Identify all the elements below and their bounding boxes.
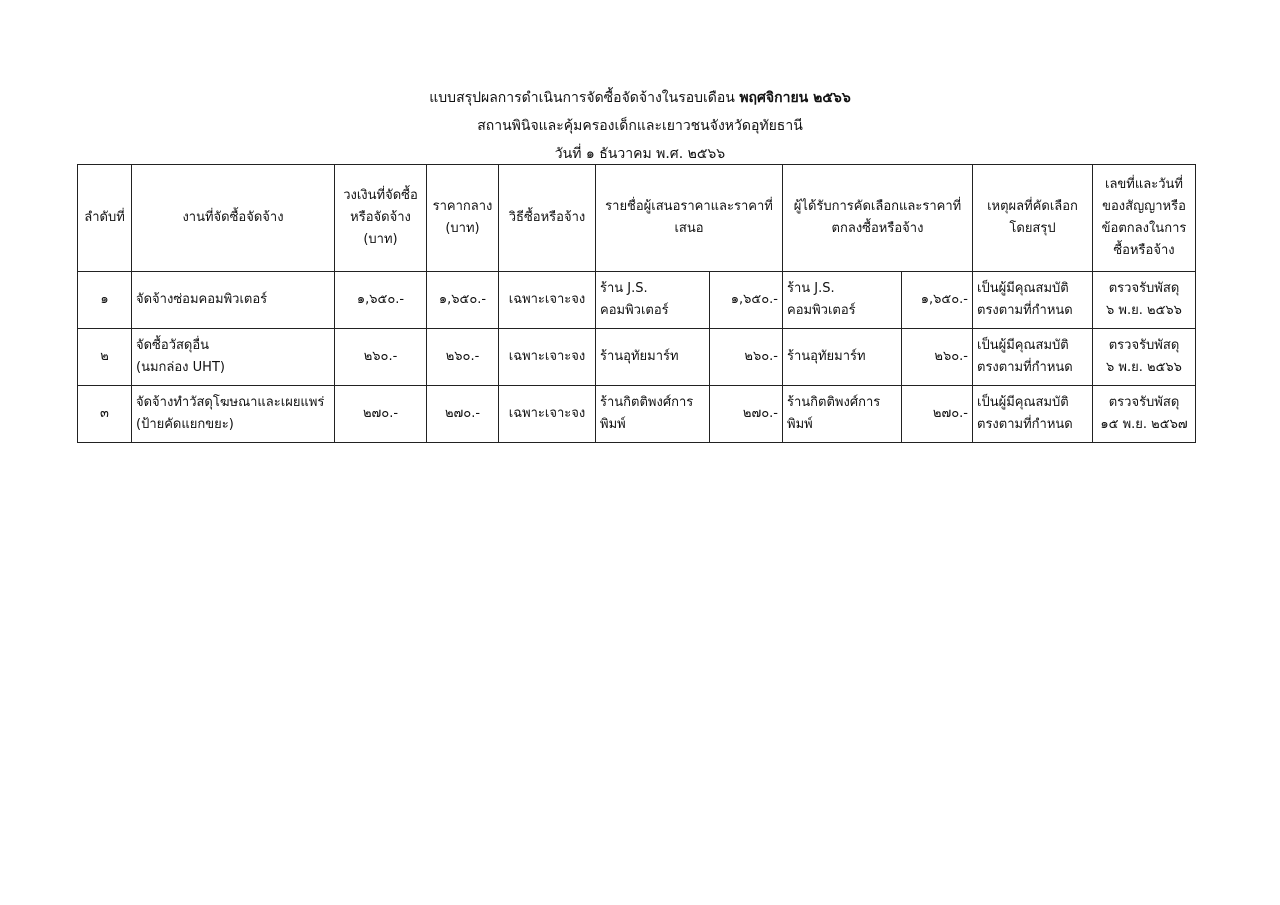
header-reason: เหตุผลที่คัดเลือกโดยสรุป — [973, 165, 1093, 272]
row-winner-name: ร้านกิตติพงศ์การ พิมพ์ — [783, 386, 902, 443]
row-no: ๓ — [78, 386, 132, 443]
row-task: จัดจ้างทำวัสดุโฆษณาและเผยแพร่ (ป้ายคัดแยกขยะ) — [132, 386, 335, 443]
row-contract: ตรวจรับพัสดุ ๑๕ พ.ย. ๒๕๖๗ — [1093, 386, 1196, 443]
row-reason: เป็นผู้มีคุณสมบัติ ตรงตามที่กำหนด — [973, 272, 1093, 329]
header-method: วิธีซื้อหรือจ้าง — [499, 165, 596, 272]
row-winner-name: ร้าน J.S. คอมพิวเตอร์ — [783, 272, 902, 329]
row-winner-name: ร้านอุทัยมาร์ท — [783, 329, 902, 386]
row-median-price: ๑,๖๕๐.- — [427, 272, 499, 329]
report-month: พฤศจิกายน ๒๕๖๖ — [739, 90, 851, 106]
table-row — [78, 272, 1196, 329]
row-budget: ๒๖๐.- — [335, 329, 427, 386]
table-row — [78, 386, 1196, 443]
row-contract: ตรวจรับพัสดุ ๖ พ.ย. ๒๕๖๖ — [1093, 329, 1196, 386]
header-task: งานที่จัดซื้อจัดจ้าง — [132, 165, 335, 272]
row-method: เฉพาะเจาะจง — [499, 329, 596, 386]
report-title — [0, 89, 1280, 107]
row-winner-price: ๑,๖๕๐.- — [902, 272, 973, 329]
row-winner-price: ๒๖๐.- — [902, 329, 973, 386]
row-method: เฉพาะเจาะจง — [499, 272, 596, 329]
row-bidder-price: ๑,๖๕๐.- — [710, 272, 783, 329]
row-no: ๑ — [78, 272, 132, 329]
agency-name: สถานพินิจและคุ้มครองเด็กและเยาวชนจังหวัดอุทัยธานี — [477, 118, 803, 134]
header-budget: วงเงินที่จัดซื้อหรือจัดจ้าง (บาท) — [335, 165, 427, 272]
row-bidder-name: ร้านกิตติพงศ์การ พิมพ์ — [596, 386, 710, 443]
row-bidder-price: ๒๖๐.- — [710, 329, 783, 386]
row-reason: เป็นผู้มีคุณสมบัติ ตรงตามที่กำหนด — [973, 386, 1093, 443]
row-task: จัดซื้อวัสดุอื่น (นมกล่อง UHT) — [132, 329, 335, 386]
header-no: ลำดับที่ — [78, 165, 132, 272]
row-contract: ตรวจรับพัสดุ ๖ พ.ย. ๒๕๖๖ — [1093, 272, 1196, 329]
header-bidders: รายชื่อผู้เสนอราคาและราคาที่เสนอ — [596, 165, 783, 272]
procurement-summary-table — [77, 164, 1196, 443]
header-median-price: ราคากลาง (บาท) — [427, 165, 499, 272]
row-budget: ๑,๖๕๐.- — [335, 272, 427, 329]
row-reason: เป็นผู้มีคุณสมบัติ ตรงตามที่กำหนด — [973, 329, 1093, 386]
row-no: ๒ — [78, 329, 132, 386]
row-budget: ๒๗๐.- — [335, 386, 427, 443]
row-winner-price: ๒๗๐.- — [902, 386, 973, 443]
row-method: เฉพาะเจาะจง — [499, 386, 596, 443]
header-winner: ผู้ได้รับการคัดเลือกและราคาที่ตกลงซื้อหรือจ้าง — [783, 165, 973, 272]
table-header-row — [78, 165, 1196, 272]
row-median-price: ๒๗๐.- — [427, 386, 499, 443]
row-median-price: ๒๖๐.- — [427, 329, 499, 386]
report-title-prefix: แบบสรุปผลการดำเนินการจัดซื้อจัดจ้างในรอบเดือน — [429, 90, 735, 106]
row-bidder-name: ร้าน J.S. คอมพิวเตอร์ — [596, 272, 710, 329]
row-bidder-name: ร้านอุทัยมาร์ท — [596, 329, 710, 386]
table-row — [78, 329, 1196, 386]
header-contract: เลขที่และวันที่ของสัญญาหรือข้อตกลงในการซื้อหรือจ้าง — [1093, 165, 1196, 272]
row-task: จัดจ้างซ่อมคอมพิวเตอร์ — [132, 272, 335, 329]
report-date: วันที่ ๑ ธันวาคม พ.ศ. ๒๕๖๖ — [554, 146, 726, 162]
row-bidder-price: ๒๗๐.- — [710, 386, 783, 443]
